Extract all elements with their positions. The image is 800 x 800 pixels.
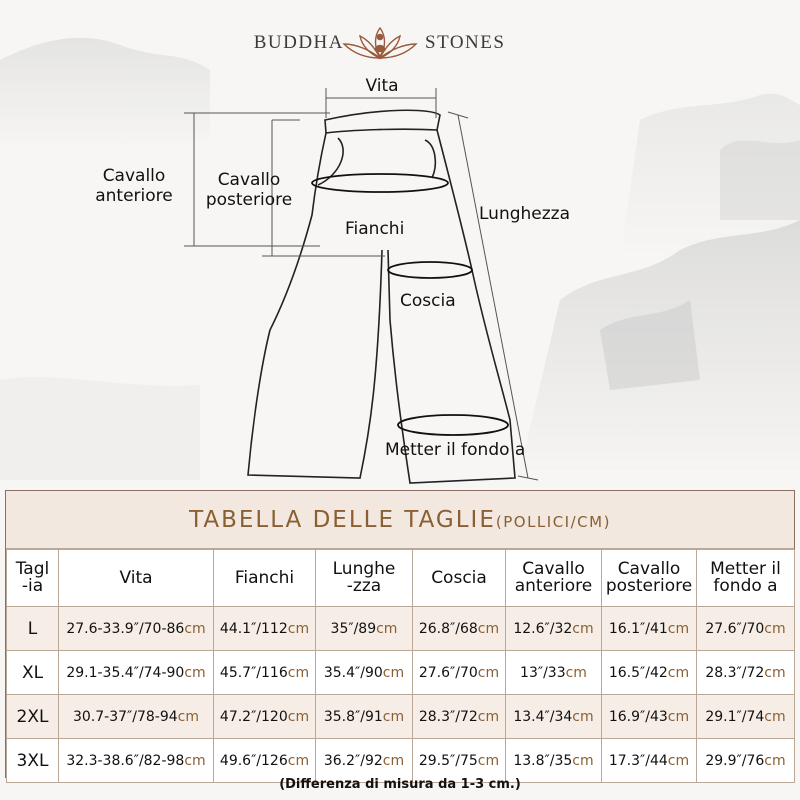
waistband-shape [325,110,440,133]
column-header: Lunghe -zza [316,550,413,607]
measurement-cell: 35.4″/90cm [316,651,413,695]
measurement-cell: 47.2″/120cm [214,695,316,739]
right-pocket [425,140,435,178]
measurement-cell: 16.5″/42cm [602,651,697,695]
hips-label: Fianchi [345,219,405,239]
measurement-cell: 44.1″/112cm [214,607,316,651]
size-cell: XL [7,651,59,695]
leg-opening-measure-ellipse [398,415,508,435]
measurement-cell: 27.6″/70cm [697,607,795,651]
measurement-cell: 27.6-33.9″/70-86cm [59,607,214,651]
front-rise-label: Cavallo anteriore [95,166,173,206]
column-header: Cavallo posteriore [602,550,697,607]
size-chart-table [5,490,795,778]
leg-opening-label: Metter il fondo a [385,440,526,460]
measurement-cell: 36.2″/92cm [316,739,413,783]
back-rise-label: Cavallo posteriore [205,170,293,210]
column-header: Tagl -ia [7,550,59,607]
measurement-cell: 16.1″/41cm [602,607,697,651]
measurement-cell: 13.8″/35cm [506,739,602,783]
size-chart-header-row [7,550,795,607]
length-label: Lunghezza [479,204,571,224]
size-cell: 2XL [7,695,59,739]
column-header: Coscia [413,550,506,607]
measurement-cell: 13″/33cm [506,651,602,695]
measurement-cell: 26.8″/68cm [413,607,506,651]
size-cell: 3XL [7,739,59,783]
length-dimension-line [448,112,538,480]
measurement-cell: 32.3-38.6″/82-98cm [59,739,214,783]
column-header: Fianchi [214,550,316,607]
size-chart-title-row [6,491,794,549]
measurement-cell: 17.3″/44cm [602,739,697,783]
column-header: Cavallo anteriore [506,550,602,607]
measurement-cell: 28.3″/72cm [697,651,795,695]
measurement-cell: 35.8″/91cm [316,695,413,739]
column-header: Metter il fondo a [697,550,795,607]
thigh-measure-ellipse [388,262,472,278]
brand-name-left: BUDDHA [253,32,344,53]
measurement-cell: 28.3″/72cm [413,695,506,739]
brand-name-right: STONES [425,32,506,53]
measurement-difference-note: (Differenza di misura da 1-3 cm.) [279,777,521,792]
measurement-cell: 13.4″/34cm [506,695,602,739]
size-chart-title: TABELLA DELLE TAGLIE(POLLICI/CM) [189,506,611,533]
measurement-cell: 12.6″/32cm [506,607,602,651]
column-header: Vita [59,550,214,607]
measurement-cell: 49.6″/126cm [214,739,316,783]
pants-outline [248,110,515,483]
measurement-cell: 27.6″/70cm [413,651,506,695]
measurement-cell: 29.1-35.4″/74-90cm [59,651,214,695]
size-cell: L [7,607,59,651]
hips-measure-ellipse [312,174,448,192]
size-chart-grid [6,549,795,783]
measurement-cell: 29.9″/76cm [697,739,795,783]
measurement-cell: 16.9″/43cm [602,695,697,739]
size-row [7,651,795,695]
size-row [7,607,795,651]
measurement-cell: 29.5″/75cm [413,739,506,783]
measurement-cell: 45.7″/116cm [214,651,316,695]
measurement-cell: 35″/89cm [316,607,413,651]
size-row [7,739,795,783]
measurement-cell: 30.7-37″/78-94cm [59,695,214,739]
measurement-cell: 29.1″/74cm [697,695,795,739]
thigh-label: Coscia [400,291,456,311]
waist-label: Vita [365,76,399,96]
size-row [7,695,795,739]
